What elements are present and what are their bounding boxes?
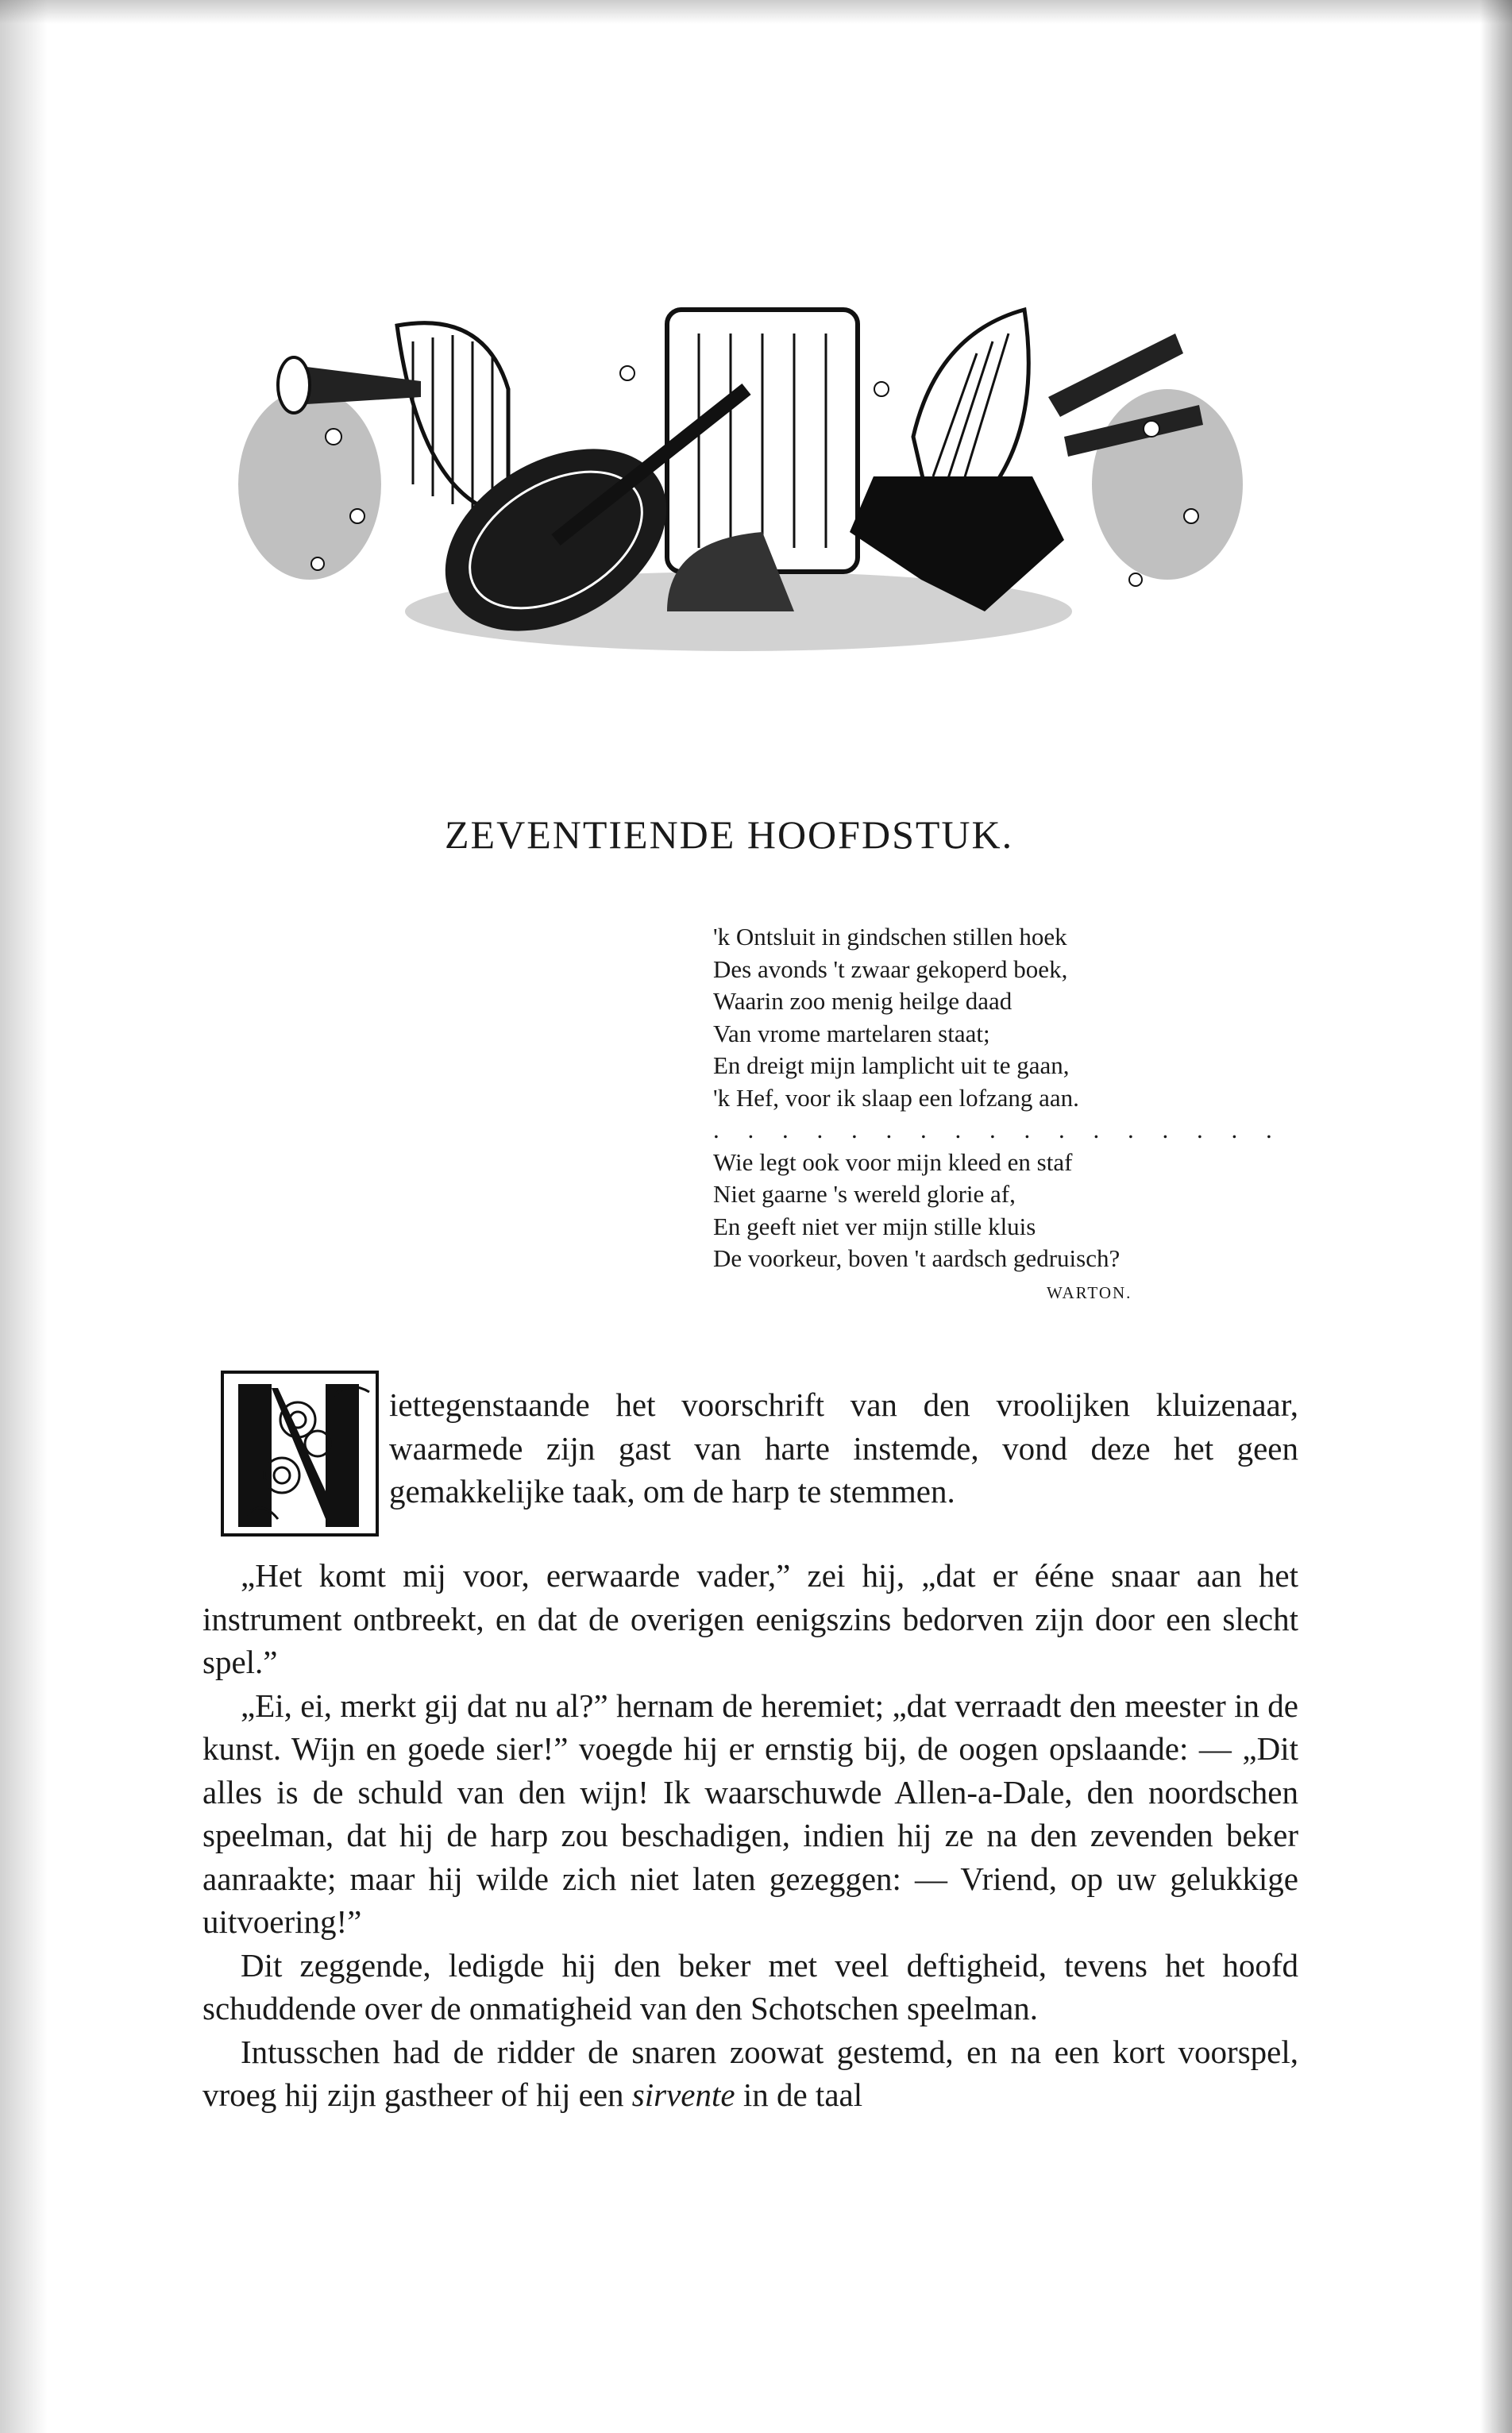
paragraph-text: Intusschen had de ridder de snaren zoowat gestemd, en na een kort voorspel, vroeg hij zijn gastheer of hij een [202,2033,1298,2113]
poem-line: Wie legt ook voor mijn kleed en staf [713,1147,1073,1176]
musical-instruments-vignette-icon [222,278,1255,659]
paragraph: iettegenstaande het voorschrift van den vroolijken kluizenaar, waarmede zijn gast van harte instemde, vond deze het geen gemakkelijke taak, om de harp te stemmen. [389,1386,1298,1510]
initial-letter-text: N [214,1352,226,1367]
chapter-title: ZEVENTIENDE HOOFDSTUK. [445,812,1014,857]
body-text [202,1383,1298,2117]
poem-line: Des avonds 't zwaar gekoperd boek, [713,954,1068,983]
scan-edge-right [1480,0,1512,2433]
poem-line: Niet gaarne 's wereld glorie af, [713,1180,1016,1208]
poem-line: En geeft niet ver mijn stille kluis [713,1212,1036,1240]
poem-line: Van vrome martelaren staat; [713,1019,990,1047]
poem-line: De voorkeur, boven 't aardsch gedruisch? [713,1244,1120,1272]
poem-ellipsis: . . . . . . . . . . . . . . . . . [713,1116,1283,1143]
scan-edge-top [0,0,1512,24]
paragraph: Dit zeggende, ledigde hij den beker met veel deftigheid, tevens het hoofd schuddende over de onmatigheid van den Schotschen speelman. [202,1946,1298,2026]
epigraph-poem [713,921,1317,1309]
poem-line: Waarin zoo menig heilge daad [713,987,1012,1015]
paragraph: „Het komt mij voor, eerwaarde vader,” zei hij, „dat er ééne snaar aan het instrument ontbreekt, en dat de overigen eenigszins bedorven zijn door een slecht spel.” [202,1557,1298,1680]
poem-line: 'k Ontsluit in ginds​chen stillen hoek [713,923,1067,950]
paragraph-last [202,2030,1298,2117]
poem-line: En dreigt mijn lamplicht uit te gaan, [713,1051,1070,1079]
paragraph-tail: in de taal [742,2076,863,2113]
italic-term: sirvente [631,2076,735,2113]
epigraph-author: WARTON. [1047,1282,1132,1302]
paragraph: „Ei, ei, merkt gij dat nu al?” hernam de heremiet; „dat verraadt den meester in de kunst. Wijn en goede sier!” voegde hij er ernstig bij, de oogen opslaande: — „Dit alles is de schuld van den wijn! Ik waarschuwde Allen-a-Dale, den noordschen speelman, dat hij de harp zou beschadigen, indien hij ze na den zevenden beker aanraakte; maar hij wilde zich niet laten gezeggen: — Vriend, op uw gelukkige uitvoering!” [202,1687,1298,1940]
scan-edge-left [0,0,48,2433]
poem-line: 'k Hef, voor ik slaap een lofzang aan. [713,1083,1079,1112]
